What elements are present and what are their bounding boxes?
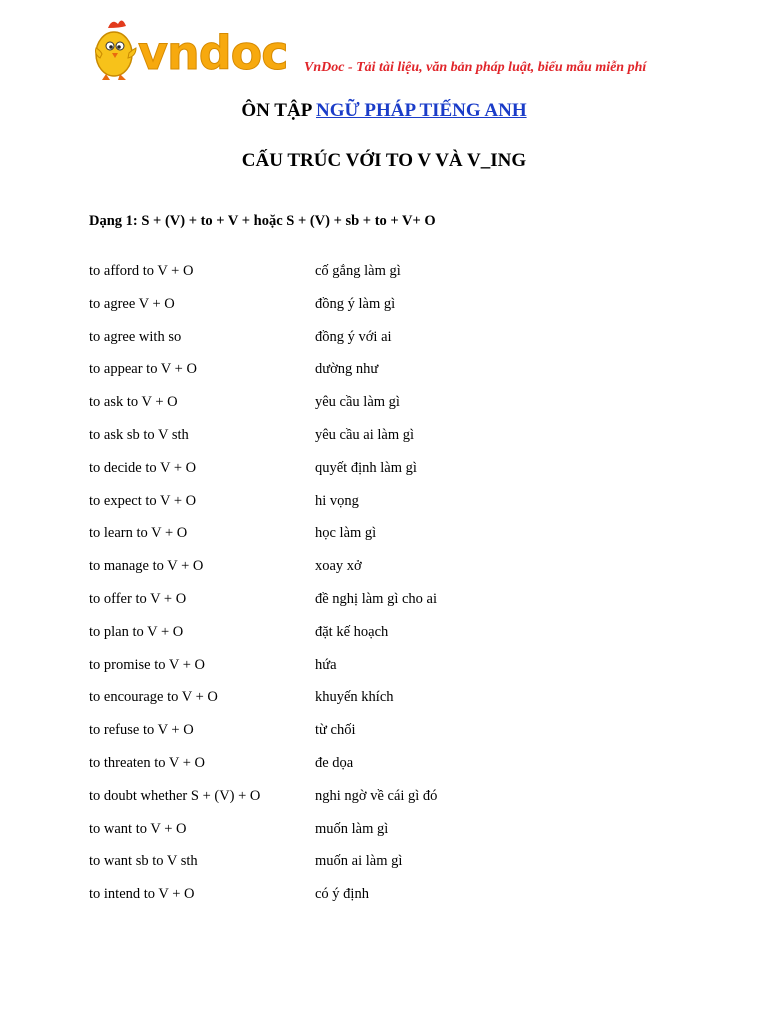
structure-english: to encourage to V + O xyxy=(89,689,218,706)
structure-english: to ask to V + O xyxy=(89,394,178,411)
structure-english: to doubt whether S + (V) + O xyxy=(89,787,261,804)
structure-vietnamese: muốn ai làm gì xyxy=(315,853,403,870)
structure-english: to threaten to V + O xyxy=(89,754,205,771)
list-item xyxy=(89,624,689,657)
structure-english: to offer to V + O xyxy=(89,590,187,607)
structure-english: to promise to V + O xyxy=(89,656,205,673)
structure-vietnamese: đặt kế hoạch xyxy=(315,623,389,640)
logo-wordmark: vndoc xyxy=(138,26,288,80)
list-item xyxy=(89,427,689,460)
list-item xyxy=(89,361,689,394)
structure-vietnamese: quyết định làm gì xyxy=(315,459,417,476)
list-item xyxy=(89,394,689,427)
structure-english: to plan to V + O xyxy=(89,623,184,640)
structure-vietnamese: đề nghị làm gì cho ai xyxy=(315,590,438,607)
list-item xyxy=(89,689,689,722)
list-item xyxy=(89,755,689,788)
structure-vietnamese: xoay xở xyxy=(315,558,362,575)
list-item xyxy=(89,263,689,296)
structure-english: to appear to V + O xyxy=(89,361,197,378)
structure-english: to manage to V + O xyxy=(89,558,204,575)
list-item xyxy=(89,460,689,493)
structure-vietnamese: dường như xyxy=(315,361,379,378)
page-subtitle: CẤU TRÚC VỚI TO V VÀ V_ING xyxy=(241,150,527,171)
grammar-link[interactable]: NGỮ PHÁP TIẾNG ANH xyxy=(316,100,527,121)
structure-english: to learn to V + O xyxy=(89,525,188,542)
structure-vietnamese: đe dọa xyxy=(315,754,354,771)
structure-english: to decide to V + O xyxy=(89,459,197,476)
list-item xyxy=(89,558,689,591)
structure-vietnamese: yêu cầu làm gì xyxy=(315,394,400,411)
site-tagline: VnDoc - Tải tài liệu, văn bản pháp luật, biểu mẫu miễn phí xyxy=(304,60,647,75)
structure-list xyxy=(89,263,689,919)
structure-english: to intend to V + O xyxy=(89,886,195,903)
structure-english: to agree with so xyxy=(89,328,182,345)
list-item xyxy=(89,722,689,755)
title-prefix: ÔN TẬP xyxy=(241,100,312,121)
structure-english: to ask sb to V sth xyxy=(89,426,189,443)
structure-vietnamese: yêu cầu ai làm gì xyxy=(315,426,415,443)
structure-vietnamese: đồng ý làm gì xyxy=(315,295,396,312)
list-item xyxy=(89,296,689,329)
section-heading: Dạng 1: S + (V) + to + V + hoặc S + (V) + sb + to + V+ O xyxy=(89,213,436,229)
structure-vietnamese: học làm gì xyxy=(315,525,377,542)
structure-vietnamese: muốn làm gì xyxy=(315,820,389,837)
list-item xyxy=(89,493,689,526)
structure-vietnamese: có ý định xyxy=(315,886,369,903)
list-item xyxy=(89,788,689,821)
structure-english: to expect to V + O xyxy=(89,492,197,509)
page-title xyxy=(0,100,768,122)
structure-vietnamese: khuyến khích xyxy=(315,689,394,706)
structure-english: to want to V + O xyxy=(89,820,187,837)
list-item xyxy=(89,329,689,362)
list-item xyxy=(89,657,689,690)
structure-vietnamese: đồng ý với ai xyxy=(315,328,392,345)
page-header xyxy=(90,14,710,84)
structure-english: to want sb to V sth xyxy=(89,853,198,870)
structure-english: to refuse to V + O xyxy=(89,722,194,739)
chick-mascot-icon xyxy=(96,20,137,80)
list-item xyxy=(89,886,689,919)
list-item xyxy=(89,525,689,558)
structure-vietnamese: hứa xyxy=(315,656,337,673)
structure-vietnamese: cố gắng làm gì xyxy=(315,263,401,279)
structure-english: to afford to V + O xyxy=(89,263,194,279)
vndoc-logo[interactable] xyxy=(90,14,300,84)
list-item xyxy=(89,821,689,854)
list-item xyxy=(89,591,689,624)
structure-vietnamese: hi vọng xyxy=(315,492,359,509)
structure-vietnamese: từ chối xyxy=(315,722,356,739)
list-item xyxy=(89,853,689,886)
structure-english: to agree V + O xyxy=(89,295,175,312)
structure-vietnamese: nghi ngờ về cái gì đó xyxy=(315,787,438,804)
